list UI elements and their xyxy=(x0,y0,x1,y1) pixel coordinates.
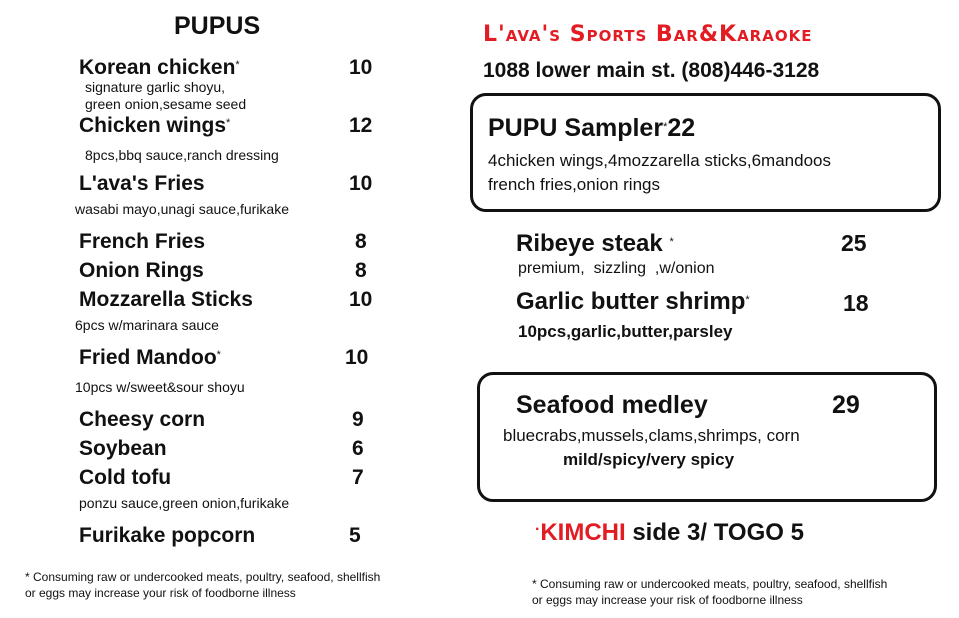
menu-item-name: Furikake popcorn xyxy=(79,524,256,547)
menu-item-name: Soybean xyxy=(79,437,167,460)
menu-item-name: Cheesy corn xyxy=(79,408,206,431)
menu-item-name: French Fries xyxy=(79,230,206,253)
asterisk-mark: * xyxy=(669,236,674,248)
menu-item-name: Cold tofu xyxy=(79,466,172,489)
menu-item-desc: wasabi mayo,unagi sauce,furikake xyxy=(75,201,290,217)
menu-item-price: 18 xyxy=(843,290,869,316)
kimchi-label: KIMCHI xyxy=(540,519,626,546)
allergy-footnote: * Consuming raw or undercooked meats, poultry, seafood, shellfish or eggs may increase your risk of foodborne illness xyxy=(25,570,381,600)
menu-item-price: 5 xyxy=(349,524,361,547)
sampler-desc: 4chicken wings,4mozzarella sticks,6mandoos xyxy=(488,151,831,170)
seafood-title: Seafood medley xyxy=(516,391,708,419)
menu-item-price: 9 xyxy=(352,408,364,431)
menu-item-name: L'ava's Fries xyxy=(79,172,205,195)
menu-item-desc: 10pcs,garlic,butter,parsley xyxy=(518,322,733,341)
item-name-text: Garlic butter shrimp xyxy=(516,288,746,315)
menu-item-price: 25 xyxy=(841,230,867,256)
item-name-text: Fried Mandoo xyxy=(79,346,217,369)
menu-item-price: 7 xyxy=(352,466,364,489)
asterisk-mark: * xyxy=(216,349,221,361)
menu-item-price: 12 xyxy=(349,114,373,137)
menu-item-desc: 10pcs w/sweet&sour shoyu xyxy=(75,379,245,395)
item-name-text: Chicken wings xyxy=(79,114,227,137)
menu-item-price: 10 xyxy=(349,56,373,79)
address-phone: 1088 lower main st. (808)446-3128 xyxy=(483,59,820,82)
seafood-desc: bluecrabs,mussels,clams,shrimps, corn xyxy=(503,426,800,445)
menu-item-price: 8 xyxy=(355,230,367,253)
menu-item-desc: signature garlic shoyu, xyxy=(85,79,226,95)
sampler-price: 22 xyxy=(667,114,696,142)
asterisk-mark: * xyxy=(663,121,668,133)
menu-item-desc: 8pcs,bbq sauce,ranch dressing xyxy=(85,147,279,163)
menu-item-name xyxy=(516,288,750,316)
asterisk-mark: * xyxy=(226,117,231,129)
seafood-price: 29 xyxy=(832,391,860,419)
kimchi-line xyxy=(535,519,804,547)
bar-name-title: L'ava's Sports Bar&Karaoke xyxy=(483,22,813,47)
asterisk-mark: * xyxy=(235,59,240,71)
item-name-text: Ribeye steak xyxy=(516,230,663,257)
menu-item-price: 10 xyxy=(349,172,373,195)
menu-item-price: 8 xyxy=(355,259,367,282)
kimchi-bullet: · xyxy=(535,521,541,538)
allergy-footnote: * Consuming raw or undercooked meats, poultry, seafood, shellfish or eggs may increase your risk of foodborne illness xyxy=(532,577,888,607)
menu-item-name: Mozzarella Sticks xyxy=(79,288,253,311)
menu-item-desc: premium, sizzling ,w/onion xyxy=(518,260,715,277)
menu-item-name xyxy=(79,114,230,138)
sampler-title xyxy=(488,114,695,143)
item-name-text: Korean chicken xyxy=(79,56,236,79)
sampler-name: PUPU Sampler xyxy=(488,114,664,142)
pupus-heading: PUPUS xyxy=(174,12,261,40)
menu-item-price: 10 xyxy=(349,288,373,311)
menu-item-name xyxy=(79,56,240,80)
sampler-desc: french fries,onion rings xyxy=(488,175,660,194)
kimchi-prices: side 3/ TOGO 5 xyxy=(625,519,804,546)
menu-item-desc: green onion,sesame seed xyxy=(85,96,247,112)
menu-item-price: 10 xyxy=(345,346,369,369)
menu-item-desc: ponzu sauce,green onion,furikake xyxy=(79,495,290,511)
menu-item-name xyxy=(79,346,221,370)
menu-item-price: 6 xyxy=(352,437,364,460)
menu-item-name xyxy=(516,230,674,258)
seafood-spice-levels: mild/spicy/very spicy xyxy=(563,450,735,469)
asterisk-mark: * xyxy=(745,294,750,306)
menu-item-name: Onion Rings xyxy=(79,259,204,282)
menu-item-desc: 6pcs w/marinara sauce xyxy=(75,317,219,333)
